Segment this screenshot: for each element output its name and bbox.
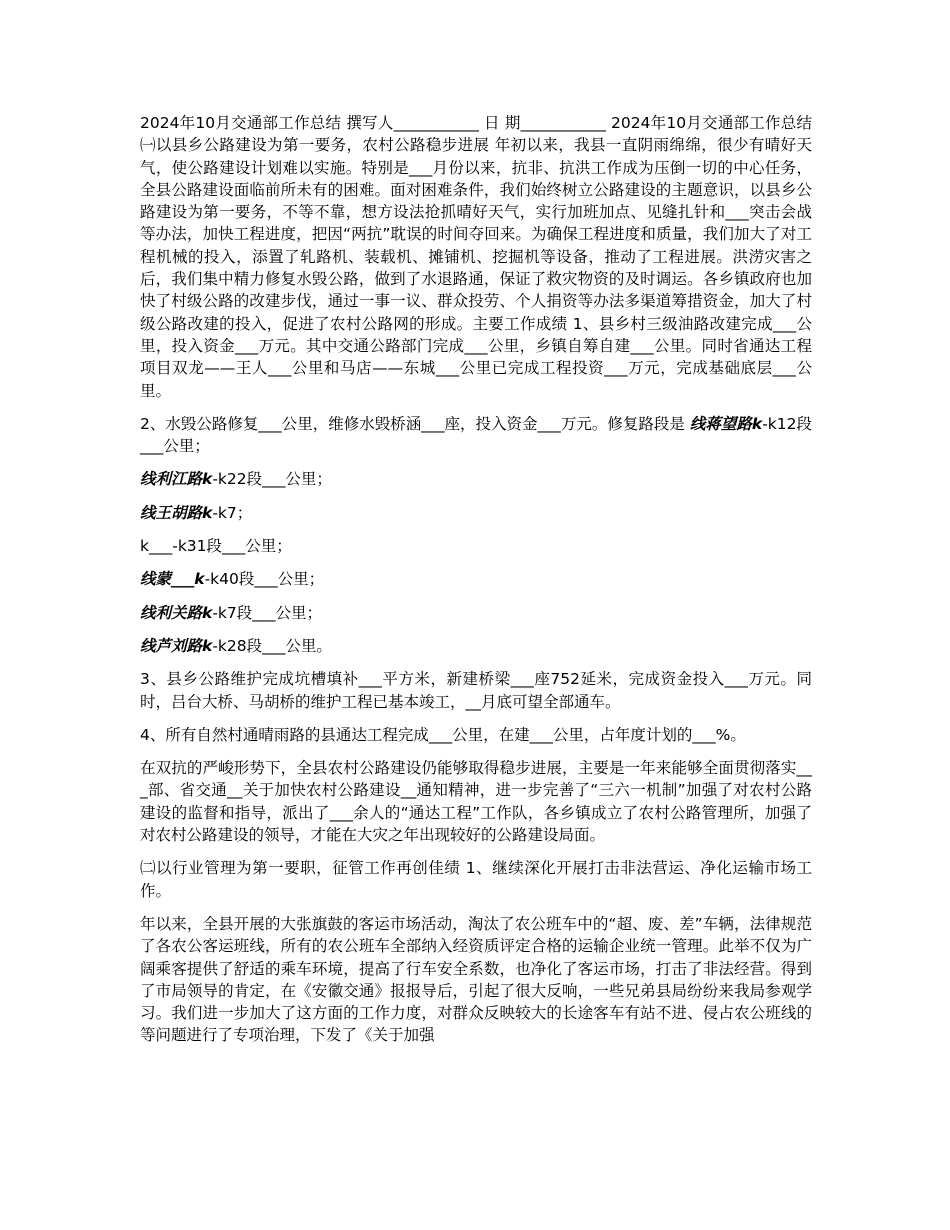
km-marker: k bbox=[202, 470, 213, 489]
repair-line bbox=[140, 602, 812, 624]
paragraph-repair-intro bbox=[140, 413, 812, 458]
paragraph-section-two-heading: ㈡以行业管理为第一要职，征管工作再创佳绩 1、继续深化开展打击非法营运、净化运输市场工作。 bbox=[140, 859, 812, 900]
km-marker: k bbox=[194, 570, 205, 589]
km-marker: k bbox=[751, 414, 763, 433]
repair-line bbox=[140, 468, 812, 490]
km-marker: k bbox=[202, 603, 213, 622]
road-segment: -k7； bbox=[212, 503, 253, 522]
road-segment: -k12段___公里； bbox=[140, 414, 812, 456]
road-segment: -k22段___公里； bbox=[212, 470, 332, 489]
paragraph-maintenance: 3、县乡公路维护完成坑槽填补___平方米，新建桥梁___座752延米，完成资金投入___万元。同时，吕台大桥、马胡桥的维护工程已基本竣工，__月底可望全部通车。 bbox=[140, 670, 812, 711]
km-marker: k bbox=[202, 503, 213, 522]
repair-line bbox=[140, 635, 812, 657]
repair-line bbox=[140, 502, 812, 524]
road-segment: -k7段___公里； bbox=[212, 603, 323, 622]
km-marker: k bbox=[202, 636, 213, 655]
road-segment: -k40段___公里； bbox=[204, 570, 325, 589]
paragraph-passenger-market: 年以来，全县开展的大张旗鼓的客运市场活动，淘汰了农公班车中的“超、废、差”车辆，法律规范了各农公客运班线，所有的农公班车全部纳入经资质评定合格的运输企业统一管理。此举不仅为广阔乘客提供了舒适的乘车环境，提高了行车安全系数，也净化了客运市场，打击了非法经营。得到了市局领导的肯定，在《安徽交通》报报导后，引起了很大反响，一些兄弟县局纷纷来我局参观学习。我们进一步加大了这方面的工作力度，对群众反映较大的长途客车有站不进、侵占农公班线的等问题进行了专项治理，下发了《关于加强 bbox=[140, 914, 812, 1045]
road-name: 线王胡路 bbox=[140, 503, 203, 522]
road-name: 线利关路 bbox=[140, 603, 203, 622]
paragraph-progress-reasons: 在双抗的严峻形势下，全县农村公路建设仍能够取得稳步进展，主要是一年来能够全面贯彻落实___部、省交通__关于加快农村公路建设__通知精神，进一步完善了“三六一机制”加强了对农村公路建设的监督和指导，派出了___余人的“通达工程”工作队，各乡镇成立了农村公路管理所，加强了对农村公路建设的领导，才能在大灾之年出现较好的公路建设局面。 bbox=[140, 759, 812, 845]
repair-line bbox=[140, 535, 812, 557]
road-name: 线利江路 bbox=[140, 470, 203, 489]
paragraph-access-project: 4、所有自然村通晴雨路的县通达工程完成___公里，在建___公里，占年度计划的___%。 bbox=[140, 725, 746, 744]
road-name: 线蒙___ bbox=[140, 570, 195, 589]
road-segment: k___-k31段___公里； bbox=[140, 537, 292, 556]
repair-intro-text: 2、水毁公路修复___公里，维修水毁桥涵___座，投入资金___万元。修复路段是 bbox=[140, 414, 685, 433]
paragraph-intro: 2024年10月交通部工作总结 撰写人___________ 日 期___________ 2024年10月交通部工作总结 ㈠以县乡公路建设为第一要务，农村公路稳步进展 年初以来，我县一直阴雨绵绵，很少有晴好天气，使公路建设计划难以实施。特别是___月份以来，抗非、抗洪工作成为压倒一切的中心任务，全县公路建设面临前所未有的困难。面对困难条件，我们始终树立公路建设的主题意识，以县乡公路建设为第一要务，不等不靠，想方设法抢抓晴好天气，实行加班加点、见缝扎针和___突击会战等办法，加快工程进度，把因“两抗”耽误的时间夺回来。为确保工程进度和质量，我们加大了对工程机械的投入，添置了轧路机、装载机、摊铺机、挖掘机等设备，推动了工程进展。洪涝灾害之后，我们集中精力修复水毁公路，做到了水退路通，保证了救灾物资的及时调运。各乡镇政府也加快了村级公路的改建步伐，通过一事一议、群众投劳、个人捐资等办法多渠道筹措资金，加大了村级公路改建的投入，促进了农村公路网的形成。主要工作成绩 1、县乡村三级油路改建完成___公里，投入资金___万元。其中交通公路部门完成___公里，乡镇自筹自建___公里。同时省通达工程项目双龙——王人___公里和马店——东城___公里已完成工程投资___万元，完成基础底层___公里。 bbox=[140, 114, 812, 400]
road-name: 线芦刘路 bbox=[140, 636, 203, 655]
road-name: 线蒋望路 bbox=[689, 414, 752, 433]
road-segment: -k28段___公里。 bbox=[212, 636, 332, 655]
repair-line bbox=[140, 568, 812, 590]
